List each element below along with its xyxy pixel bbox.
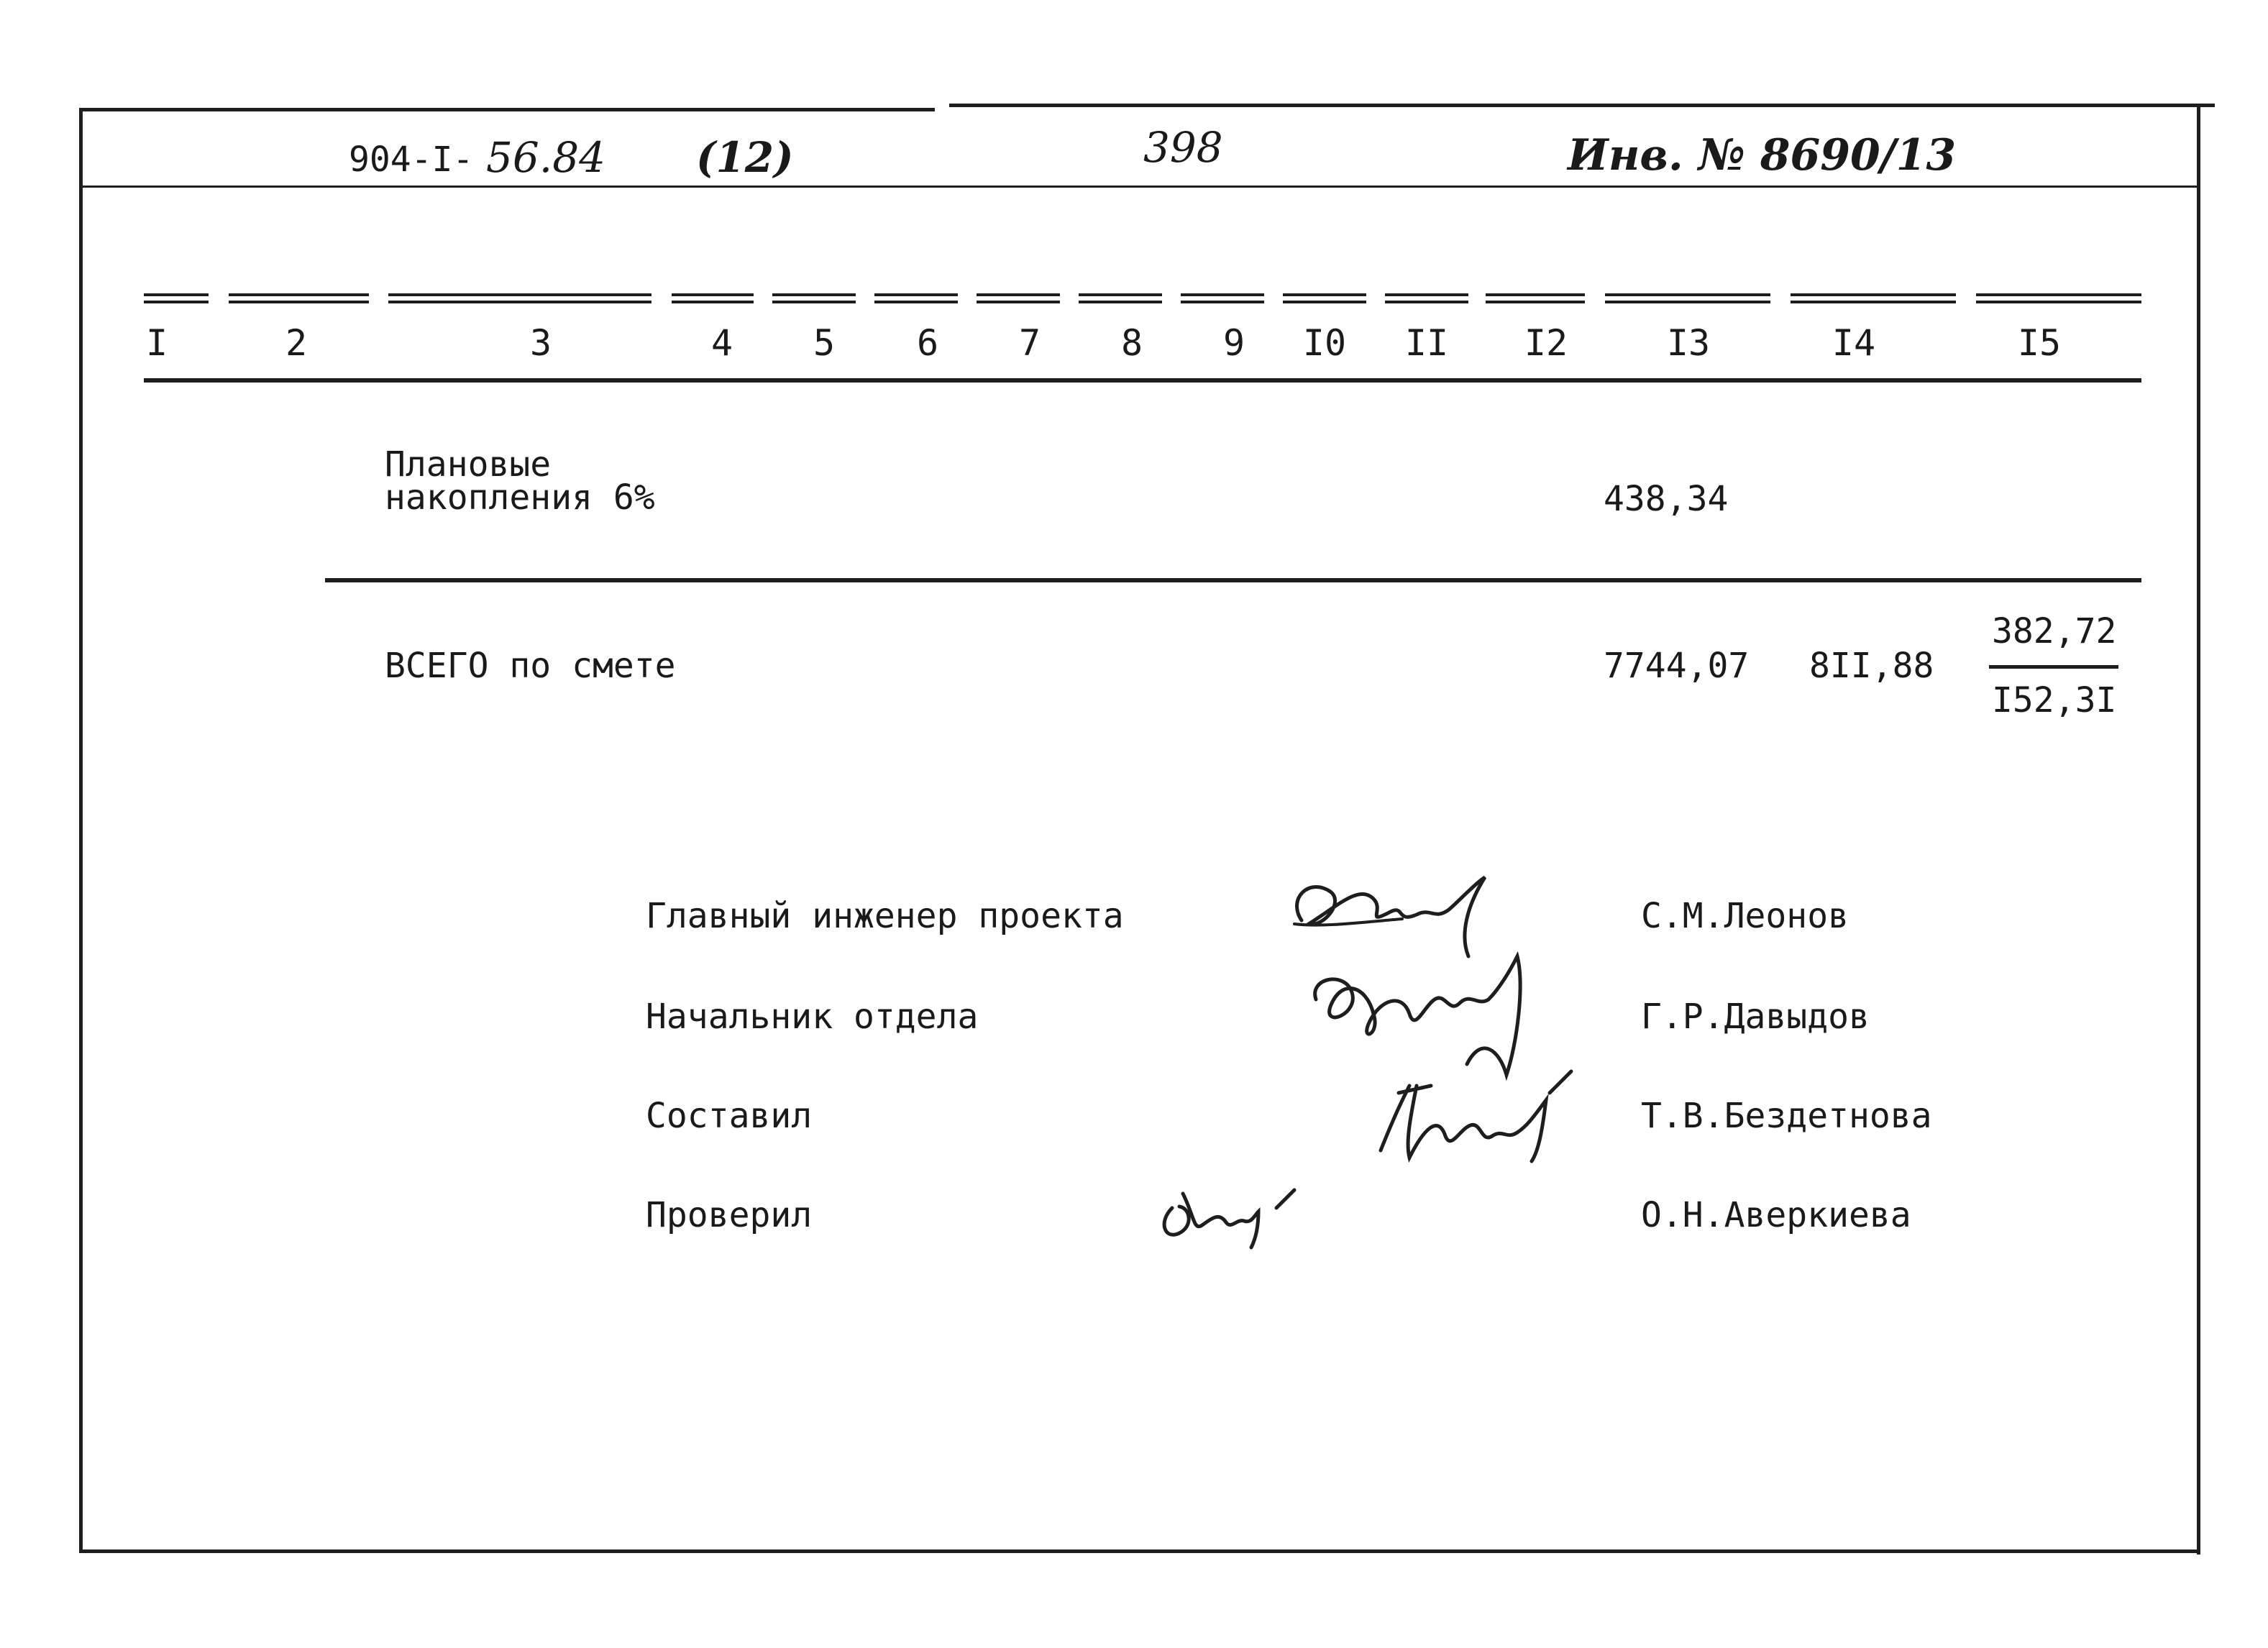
column-number: 4 xyxy=(710,322,733,364)
row-divider xyxy=(325,578,2141,582)
part-number: (12) xyxy=(696,133,794,182)
row-name: ВСЕГО по смете xyxy=(385,646,676,686)
frame-top-left xyxy=(81,108,935,111)
page-number: 398 xyxy=(1143,123,1223,172)
row-name-line2: накопления 6% xyxy=(385,477,655,518)
column-number: I xyxy=(145,322,168,364)
column-number: I0 xyxy=(1302,322,1347,364)
column-number: 3 xyxy=(529,322,552,364)
fraction-bar xyxy=(1989,665,2118,669)
frame-bottom xyxy=(81,1549,2200,1553)
column-number: I2 xyxy=(1524,322,1568,364)
column-number: II xyxy=(1404,322,1449,364)
signature-person: О.Н.Аверкиева xyxy=(1641,1195,1911,1235)
row-name-line1: Плановые xyxy=(385,444,552,485)
column-number: I4 xyxy=(1832,322,1876,364)
column-number: I3 xyxy=(1666,322,1711,364)
column-number: 5 xyxy=(813,322,836,364)
column-number: 7 xyxy=(1018,322,1041,364)
signature-person: Т.В.Бездетнова xyxy=(1641,1096,1932,1136)
signature-person: Г.Р.Давыдов xyxy=(1641,997,1870,1037)
cell-col13: 7744,07 xyxy=(1604,646,1750,686)
signature-role: Начальник отдела xyxy=(646,997,979,1037)
column-number: 8 xyxy=(1120,322,1143,364)
signature-scribble-chief-engineer xyxy=(1280,856,1510,966)
cell-col15-denominator: I52,3I xyxy=(1992,680,2117,720)
signature-role: Главный инженер проекта xyxy=(646,896,1124,936)
cell-col13: 438,34 xyxy=(1604,479,1729,519)
column-number: 9 xyxy=(1222,322,1245,364)
signature-scribble-department-head xyxy=(1302,956,1539,1089)
column-number: 6 xyxy=(916,322,939,364)
column-number: I5 xyxy=(2017,322,2062,364)
frame-left xyxy=(79,108,83,1553)
frame-top-right xyxy=(949,104,2215,107)
column-number: 2 xyxy=(285,322,308,364)
signature-role: Проверил xyxy=(646,1195,813,1235)
signature-scribble-compiler xyxy=(1366,1071,1582,1175)
cell-col14: 8II,88 xyxy=(1809,646,1934,686)
signature-person: С.М.Леонов xyxy=(1641,896,1849,936)
header-divider xyxy=(81,186,2200,188)
doc-code-typed: 904-I- xyxy=(349,139,474,180)
cell-col15-numerator: 382,72 xyxy=(1992,611,2117,651)
signature-role: Составил xyxy=(646,1096,813,1136)
doc-code-handwritten: 56.84 xyxy=(486,133,606,182)
inventory-number: Инв. № 8690/13 xyxy=(1568,130,1957,180)
column-header-bottom-rule xyxy=(144,378,2141,383)
frame-right xyxy=(2197,104,2200,1555)
signature-scribble-checker xyxy=(1151,1179,1309,1254)
